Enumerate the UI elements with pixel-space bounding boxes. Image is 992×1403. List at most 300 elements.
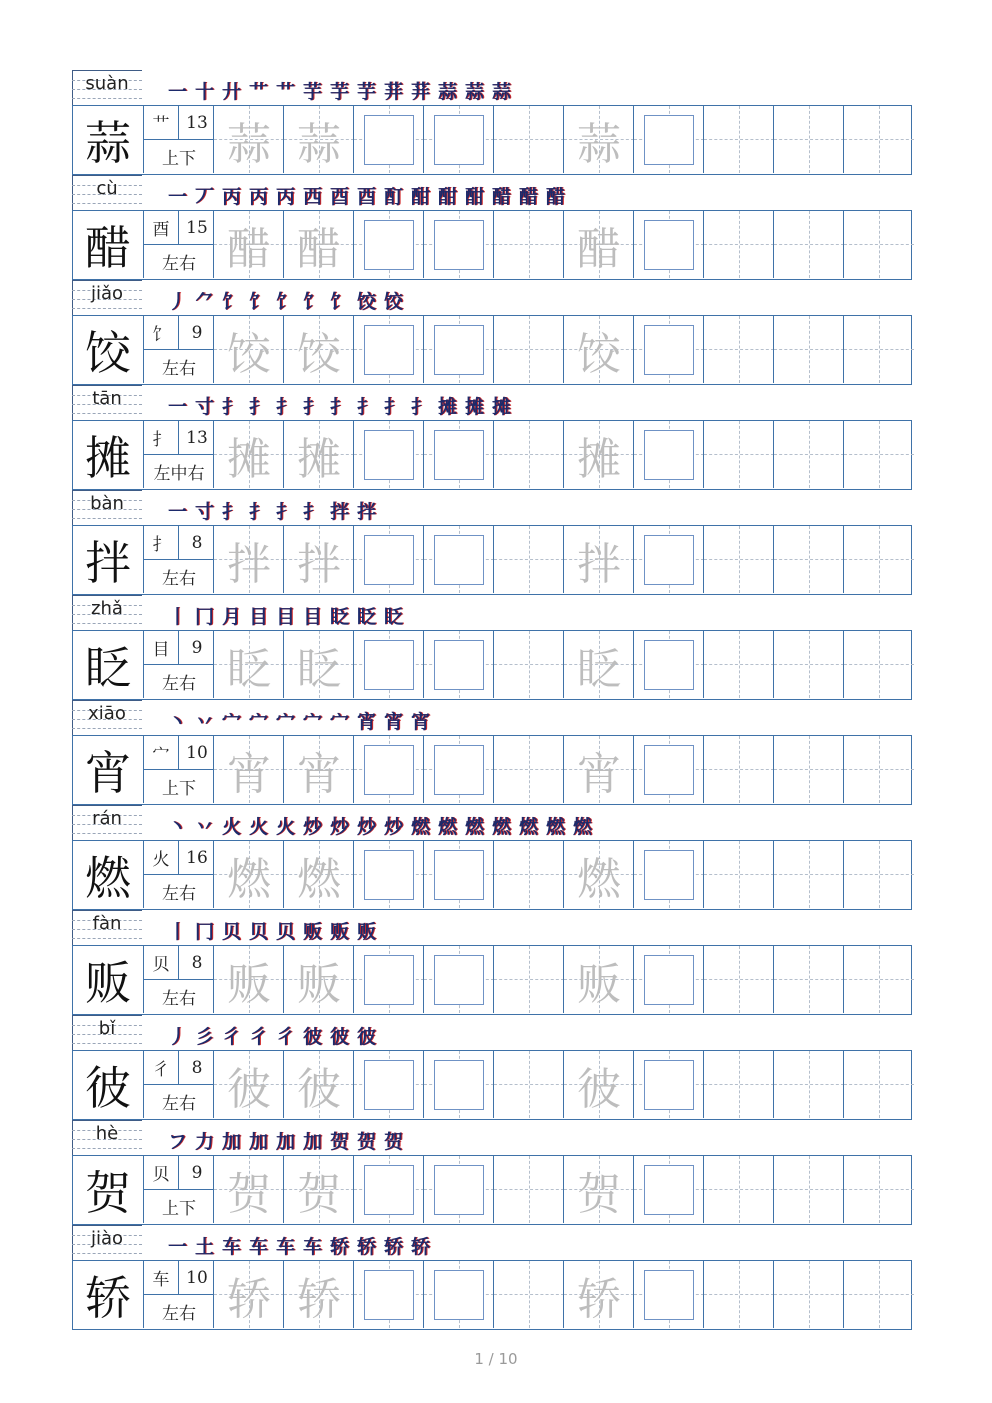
practice-grid [72, 420, 912, 490]
model-character: 拌 [85, 535, 131, 590]
writing-square-cell[interactable] [353, 421, 424, 488]
stroke-step: 扌 [383, 396, 403, 418]
stroke-step: 扌 [302, 396, 322, 418]
trace-cell[interactable] [563, 1261, 634, 1328]
writing-square[interactable] [364, 850, 414, 900]
stroke-step: 炒 [383, 816, 403, 838]
trace-cell[interactable] [283, 106, 354, 173]
blank-practice-cell[interactable] [843, 1261, 914, 1328]
writing-square-cell[interactable] [633, 316, 704, 383]
trace-cell[interactable] [283, 316, 354, 383]
stroke-step: 轿 [356, 1236, 376, 1258]
writing-square[interactable] [434, 850, 484, 900]
pinyin-row [72, 1225, 912, 1260]
trace-cell[interactable] [283, 736, 354, 803]
blank-practice-cell[interactable] [493, 316, 564, 383]
stroke-step: 轿 [410, 1236, 430, 1258]
writing-square[interactable] [644, 955, 694, 1005]
writing-square[interactable] [364, 745, 414, 795]
stroke-step: 炒 [356, 816, 376, 838]
writing-square-cell[interactable] [423, 106, 494, 173]
trace-character: 醋 [227, 223, 271, 275]
stroke-step: 彳 [275, 1026, 295, 1048]
writing-square[interactable] [364, 1060, 414, 1110]
stroke-step: 车 [221, 1236, 241, 1258]
blank-practice-cell[interactable] [843, 211, 914, 278]
trace-cell[interactable] [563, 526, 634, 593]
stroke-order [164, 1231, 434, 1259]
blank-practice-cell[interactable] [703, 211, 774, 278]
stroke-step: 一 [167, 81, 187, 103]
stroke-step: 摊 [491, 396, 511, 418]
writing-square[interactable] [434, 115, 484, 165]
pinyin-box [72, 1120, 142, 1155]
trace-character: 拌 [227, 538, 271, 590]
trace-cell[interactable] [563, 316, 634, 383]
blank-practice-cell[interactable] [843, 526, 914, 593]
trace-cell[interactable] [283, 1156, 354, 1223]
blank-practice-cell[interactable] [843, 946, 914, 1013]
radical: 火 [152, 850, 170, 870]
writing-square[interactable] [644, 430, 694, 480]
stroke-step: 贺 [356, 1131, 376, 1153]
blank-practice-cell[interactable] [703, 631, 774, 698]
stroke-order [164, 391, 515, 419]
character-info [143, 1051, 214, 1118]
trace-cell[interactable] [213, 211, 284, 278]
blank-practice-cell[interactable] [703, 316, 774, 383]
stroke-step: 酣 [464, 186, 484, 208]
stroke-step: 轿 [383, 1236, 403, 1258]
writing-square[interactable] [644, 115, 694, 165]
blank-practice-cell[interactable] [703, 421, 774, 488]
character-info [143, 736, 214, 803]
writing-square-cell[interactable] [633, 841, 704, 908]
pinyin-row [72, 280, 912, 315]
stroke-step: 眨 [356, 606, 376, 628]
stroke-step: 摊 [464, 396, 484, 418]
writing-square[interactable] [644, 535, 694, 585]
writing-square-cell[interactable] [423, 421, 494, 488]
trace-cell[interactable] [283, 1051, 354, 1118]
writing-square[interactable] [644, 325, 694, 375]
stroke-step: 芋 [302, 81, 322, 103]
stroke-step: 西 [302, 186, 322, 208]
trace-character: 蒜 [297, 118, 341, 170]
writing-square-cell[interactable] [353, 1051, 424, 1118]
stroke-step: 彳 [248, 1026, 268, 1048]
stroke-count: 15 [178, 211, 215, 244]
stroke-step: 冂 [194, 606, 214, 628]
stroke-step: 火 [221, 816, 241, 838]
blank-practice-cell[interactable] [773, 1156, 844, 1223]
writing-square[interactable] [644, 850, 694, 900]
writing-square[interactable] [364, 430, 414, 480]
trace-character: 宵 [227, 748, 271, 800]
stroke-step: 荓 [410, 81, 430, 103]
stroke-step: 丙 [221, 186, 241, 208]
trace-cell[interactable] [213, 631, 284, 698]
stroke-step: 贺 [329, 1131, 349, 1153]
stroke-step: 贺 [383, 1131, 403, 1153]
stroke-count: 13 [178, 106, 215, 139]
stroke-step: 扌 [275, 396, 295, 418]
writing-square[interactable] [434, 640, 484, 690]
writing-square[interactable] [644, 640, 694, 690]
model-character: 摊 [85, 430, 131, 485]
writing-square-cell[interactable] [423, 1051, 494, 1118]
blank-practice-cell[interactable] [773, 1051, 844, 1118]
practice-grid [72, 525, 912, 595]
trace-character: 饺 [227, 328, 271, 380]
stroke-order [164, 706, 434, 734]
trace-cell[interactable] [213, 1156, 284, 1223]
structure-label: 左右 [162, 884, 196, 904]
practice-grid [72, 1050, 912, 1120]
trace-character: 宵 [577, 748, 621, 800]
pinyin-row [72, 595, 912, 630]
writing-square[interactable] [644, 1165, 694, 1215]
trace-cell[interactable] [563, 946, 634, 1013]
writing-square[interactable] [364, 220, 414, 270]
stroke-step: 彡 [194, 1026, 214, 1048]
writing-square-cell[interactable] [353, 631, 424, 698]
trace-cell[interactable] [283, 421, 354, 488]
trace-cell[interactable] [213, 106, 284, 173]
stroke-step: 酉 [329, 186, 349, 208]
writing-square-cell[interactable] [633, 631, 704, 698]
trace-cell[interactable] [563, 736, 634, 803]
structure-label: 左右 [162, 359, 196, 379]
blank-practice-cell[interactable] [493, 1156, 564, 1223]
writing-square-cell[interactable] [423, 1156, 494, 1223]
pinyin-label: xiāo [88, 703, 126, 724]
writing-square-cell[interactable] [423, 946, 494, 1013]
stroke-step: 彼 [329, 1026, 349, 1048]
trace-cell[interactable] [563, 421, 634, 488]
trace-cell[interactable] [283, 946, 354, 1013]
blank-practice-cell[interactable] [843, 106, 914, 173]
stroke-step: 燃 [491, 816, 511, 838]
blank-practice-cell[interactable] [703, 736, 774, 803]
structure-label: 左右 [162, 1094, 196, 1114]
pinyin-box [72, 910, 142, 945]
writing-square[interactable] [644, 1060, 694, 1110]
pinyin-box [72, 175, 142, 210]
writing-square-cell[interactable] [633, 1261, 704, 1328]
blank-practice-cell[interactable] [493, 736, 564, 803]
trace-character: 眨 [297, 643, 341, 695]
writing-square-cell[interactable] [423, 211, 494, 278]
character-info [143, 421, 214, 488]
stroke-step: 燃 [410, 816, 430, 838]
radical: 扌 [152, 430, 170, 450]
stroke-step: 艹 [275, 81, 295, 103]
blank-practice-cell[interactable] [843, 736, 914, 803]
writing-square-cell[interactable] [353, 211, 424, 278]
trace-cell[interactable] [563, 211, 634, 278]
writing-square[interactable] [434, 745, 484, 795]
trace-character: 贩 [227, 958, 271, 1010]
stroke-step: 彼 [302, 1026, 322, 1048]
writing-square-cell[interactable] [423, 526, 494, 593]
character-info [143, 631, 214, 698]
blank-practice-cell[interactable] [773, 736, 844, 803]
trace-character: 摊 [227, 433, 271, 485]
writing-square-cell[interactable] [633, 421, 704, 488]
trace-cell[interactable] [213, 736, 284, 803]
model-character: 贺 [85, 1165, 131, 1220]
stroke-step: 宵 [410, 711, 430, 733]
stroke-step: 酣 [437, 186, 457, 208]
stroke-step: 饣 [329, 291, 349, 313]
writing-square-cell[interactable] [423, 736, 494, 803]
pinyin-row [72, 910, 912, 945]
writing-square[interactable] [364, 115, 414, 165]
trace-character: 燃 [297, 853, 341, 905]
trace-cell[interactable] [563, 1051, 634, 1118]
writing-square-cell[interactable] [353, 736, 424, 803]
writing-square[interactable] [364, 1165, 414, 1215]
stroke-step: 车 [275, 1236, 295, 1258]
writing-square[interactable] [434, 1060, 484, 1110]
writing-square[interactable] [434, 535, 484, 585]
pinyin-label: cù [96, 178, 118, 199]
blank-practice-cell[interactable] [493, 946, 564, 1013]
blank-practice-cell[interactable] [773, 1261, 844, 1328]
blank-practice-cell[interactable] [493, 421, 564, 488]
blank-practice-cell[interactable] [843, 1051, 914, 1118]
stroke-step: 拌 [329, 501, 349, 523]
radical: 车 [152, 1270, 170, 1290]
model-character: 轿 [85, 1270, 131, 1325]
blank-practice-cell[interactable] [493, 1051, 564, 1118]
writing-square-cell[interactable] [633, 526, 704, 593]
stroke-step: 目 [302, 606, 322, 628]
stroke-step: 一 [167, 1236, 187, 1258]
writing-square-cell[interactable] [633, 1051, 704, 1118]
blank-practice-cell[interactable] [493, 526, 564, 593]
pinyin-row [72, 385, 912, 420]
pinyin-row [72, 805, 912, 840]
stroke-step: 一 [167, 501, 187, 523]
blank-practice-cell[interactable] [703, 106, 774, 173]
writing-square[interactable] [364, 955, 414, 1005]
blank-practice-cell[interactable] [493, 1261, 564, 1328]
blank-practice-cell[interactable] [493, 106, 564, 173]
writing-square[interactable] [644, 745, 694, 795]
stroke-step: ⺈ [194, 291, 214, 313]
blank-practice-cell[interactable] [843, 1156, 914, 1223]
trace-character: 燃 [227, 853, 271, 905]
writing-square[interactable] [434, 325, 484, 375]
trace-cell[interactable] [283, 526, 354, 593]
writing-square[interactable] [364, 640, 414, 690]
stroke-step: 燃 [545, 816, 565, 838]
trace-character: 贺 [577, 1168, 621, 1220]
writing-square[interactable] [434, 430, 484, 480]
writing-square[interactable] [434, 955, 484, 1005]
trace-cell[interactable] [563, 1156, 634, 1223]
stroke-step: 醋 [518, 186, 538, 208]
writing-square-cell[interactable] [423, 1261, 494, 1328]
writing-square-cell[interactable] [633, 946, 704, 1013]
trace-character: 拌 [297, 538, 341, 590]
pinyin-label: suàn [85, 73, 129, 94]
trace-cell[interactable] [283, 1261, 354, 1328]
stroke-step: 扌 [248, 396, 268, 418]
stroke-step: 饺 [356, 291, 376, 313]
blank-practice-cell[interactable] [843, 421, 914, 488]
stroke-step: 艹 [248, 81, 268, 103]
stroke-step: 宀 [248, 711, 268, 733]
blank-practice-cell[interactable] [843, 841, 914, 908]
stroke-step: 燃 [437, 816, 457, 838]
blank-practice-cell[interactable] [493, 211, 564, 278]
stroke-step: 宵 [383, 711, 403, 733]
writing-square-cell[interactable] [353, 1261, 424, 1328]
blank-practice-cell[interactable] [773, 106, 844, 173]
trace-cell[interactable] [213, 316, 284, 383]
blank-practice-cell[interactable] [703, 1156, 774, 1223]
trace-cell[interactable] [213, 946, 284, 1013]
stroke-step: 目 [275, 606, 295, 628]
trace-character: 摊 [297, 433, 341, 485]
writing-square-cell[interactable] [633, 211, 704, 278]
stroke-step: 彼 [356, 1026, 376, 1048]
stroke-step: 丷 [194, 816, 214, 838]
blank-practice-cell[interactable] [703, 841, 774, 908]
writing-square-cell[interactable] [353, 841, 424, 908]
writing-square[interactable] [364, 325, 414, 375]
trace-character: 轿 [577, 1273, 621, 1325]
blank-practice-cell[interactable] [773, 211, 844, 278]
trace-cell[interactable] [213, 841, 284, 908]
stroke-step: 蒜 [437, 81, 457, 103]
stroke-step: 眨 [329, 606, 349, 628]
character-info [143, 1261, 214, 1328]
stroke-step: 饣 [221, 291, 241, 313]
stroke-count: 13 [178, 421, 215, 454]
radical: 彳 [152, 1060, 170, 1080]
trace-cell[interactable] [283, 211, 354, 278]
blank-practice-cell[interactable] [773, 841, 844, 908]
practice-grid [72, 210, 912, 280]
writing-square-cell[interactable] [633, 736, 704, 803]
writing-square-cell[interactable] [423, 316, 494, 383]
writing-square[interactable] [434, 220, 484, 270]
trace-cell[interactable] [283, 841, 354, 908]
blank-practice-cell[interactable] [703, 1261, 774, 1328]
structure-label: 左右 [162, 674, 196, 694]
writing-square[interactable] [644, 1270, 694, 1320]
trace-cell[interactable] [563, 841, 634, 908]
radical: 贝 [152, 955, 170, 975]
model-character: 贩 [85, 955, 131, 1010]
writing-square[interactable] [434, 1270, 484, 1320]
blank-practice-cell[interactable] [773, 316, 844, 383]
stroke-step: 扌 [275, 501, 295, 523]
blank-practice-cell[interactable] [843, 316, 914, 383]
blank-practice-cell[interactable] [703, 1051, 774, 1118]
stroke-step: 宀 [221, 711, 241, 733]
stroke-step: 芋 [356, 81, 376, 103]
blank-practice-cell[interactable] [703, 526, 774, 593]
stroke-step: 力 [194, 1131, 214, 1153]
writing-square-cell[interactable] [423, 841, 494, 908]
writing-square-cell[interactable] [353, 106, 424, 173]
stroke-step: 饣 [302, 291, 322, 313]
stroke-order [164, 1126, 407, 1154]
stroke-count: 8 [178, 946, 215, 979]
trace-character: 饺 [297, 328, 341, 380]
blank-practice-cell[interactable] [703, 946, 774, 1013]
writing-square[interactable] [364, 535, 414, 585]
trace-character: 燃 [577, 853, 621, 905]
trace-cell[interactable] [213, 1051, 284, 1118]
pinyin-box [72, 805, 142, 840]
trace-cell[interactable] [213, 1261, 284, 1328]
model-character: 宵 [85, 745, 131, 800]
stroke-step: 酣 [410, 186, 430, 208]
page-number: 1 / 10 [474, 1350, 518, 1368]
writing-square[interactable] [434, 1165, 484, 1215]
pinyin-label: fàn [92, 913, 122, 934]
stroke-step: 宀 [275, 711, 295, 733]
writing-square-cell[interactable] [353, 1156, 424, 1223]
stroke-step: 燃 [518, 816, 538, 838]
practice-grid [72, 735, 912, 805]
writing-square-cell[interactable] [633, 1156, 704, 1223]
pinyin-row [72, 70, 912, 105]
blank-practice-cell[interactable] [493, 841, 564, 908]
writing-square[interactable] [364, 1270, 414, 1320]
blank-practice-cell[interactable] [493, 631, 564, 698]
character-info [143, 946, 214, 1013]
writing-square-cell[interactable] [353, 316, 424, 383]
blank-practice-cell[interactable] [773, 946, 844, 1013]
trace-cell[interactable] [213, 526, 284, 593]
writing-square-cell[interactable] [353, 946, 424, 1013]
stroke-order [164, 601, 407, 629]
stroke-order [164, 181, 569, 209]
trace-cell[interactable] [283, 631, 354, 698]
trace-character: 摊 [577, 433, 621, 485]
trace-cell[interactable] [213, 421, 284, 488]
writing-square[interactable] [644, 220, 694, 270]
stroke-step: 芋 [329, 81, 349, 103]
character-info [143, 316, 214, 383]
pinyin-box [72, 70, 142, 105]
blank-practice-cell[interactable] [773, 631, 844, 698]
pinyin-row [72, 700, 912, 735]
stroke-step: フ [167, 1131, 187, 1153]
writing-square-cell[interactable] [353, 526, 424, 593]
character-info [143, 1156, 214, 1223]
trace-cell[interactable] [563, 106, 634, 173]
pinyin-label: jiǎo [90, 283, 124, 304]
blank-practice-cell[interactable] [773, 421, 844, 488]
stroke-step: 冂 [194, 921, 214, 943]
writing-square-cell[interactable] [423, 631, 494, 698]
stroke-step: 蒜 [464, 81, 484, 103]
pinyin-label: bàn [90, 493, 124, 514]
blank-practice-cell[interactable] [773, 526, 844, 593]
character-info [143, 841, 214, 908]
trace-cell[interactable] [563, 631, 634, 698]
writing-square-cell[interactable] [633, 106, 704, 173]
blank-practice-cell[interactable] [843, 631, 914, 698]
